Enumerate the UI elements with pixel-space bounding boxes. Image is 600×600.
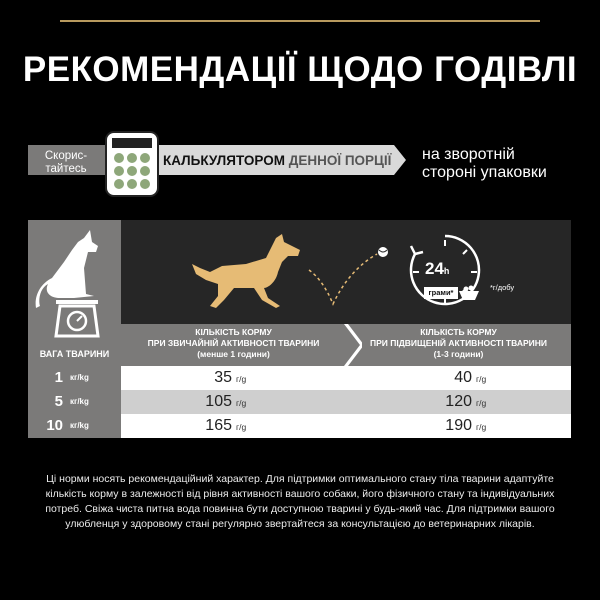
normal-amount-cell: 35 г/g xyxy=(214,369,247,386)
back-of-pack-text: на зворотній стороні упаковки xyxy=(422,146,547,181)
weight-cell: 5 кг/kg xyxy=(54,393,89,410)
high-activity-header-text: КІЛЬКІСТЬ КОРМУ ПРИ ПІДВИЩЕНІЙ АКТИВНОСТІ ТВАРИНИ (1-3 години) xyxy=(370,327,547,359)
calculator-icon xyxy=(102,128,164,200)
high-amount-cell: 190 г/g xyxy=(445,417,487,434)
try-text: Скорис- тайтесь xyxy=(44,150,88,175)
weight-header: ВАГА ТВАРИНИ xyxy=(39,349,110,359)
weight-cell: 10 кг/kg xyxy=(46,417,89,434)
grams-badge: грами* xyxy=(424,287,458,299)
food-bowl-icon xyxy=(458,285,480,301)
hours-label: 24h xyxy=(425,259,450,278)
normal-activity-header-text: КІЛЬКІСТЬ КОРМУ ПРИ ЗВИЧАЙНІЙ АКТИВНОСТІ ТВАРИНИ (менше 1 години) xyxy=(147,327,320,359)
per-day-label: *г/добу xyxy=(490,283,515,292)
normal-amount-cell: 165 г/g xyxy=(205,417,247,434)
page-title: РЕКОМЕНДАЦІЇ ЩОДО ГОДІВЛІ xyxy=(22,50,578,89)
calculator-label: КАЛЬКУЛЯТОРОМ ДЕННОЇ ПОРЦІЇ xyxy=(163,153,392,168)
sitting-dog-scale-icon xyxy=(34,228,116,340)
weight-cell: 1 кг/kg xyxy=(54,369,89,386)
normal-amount-cell: 105 г/g xyxy=(205,393,247,410)
high-amount-cell: 120 г/g xyxy=(445,393,487,410)
running-dog-icon xyxy=(188,232,308,312)
high-amount-cell: 40 г/g xyxy=(454,369,487,386)
feeding-note: Ці норми носять рекомендаційний характер. Для підтримки оптимального стану тіла тварини адаптуйте кількість корму в залежності від рівня активності вашого собаки, його фізичного стану та індивідуальних потреб. Свіжа чиста питна вода повинна бути доступною тварині у будь-який час. Для підтримки вашого улюбленця у здоровому стані регулярно звертайтеся за консультацією до ветеринарних лікарів. xyxy=(45,473,555,530)
gold-divider xyxy=(60,20,540,22)
check-arc-icon xyxy=(305,240,395,310)
